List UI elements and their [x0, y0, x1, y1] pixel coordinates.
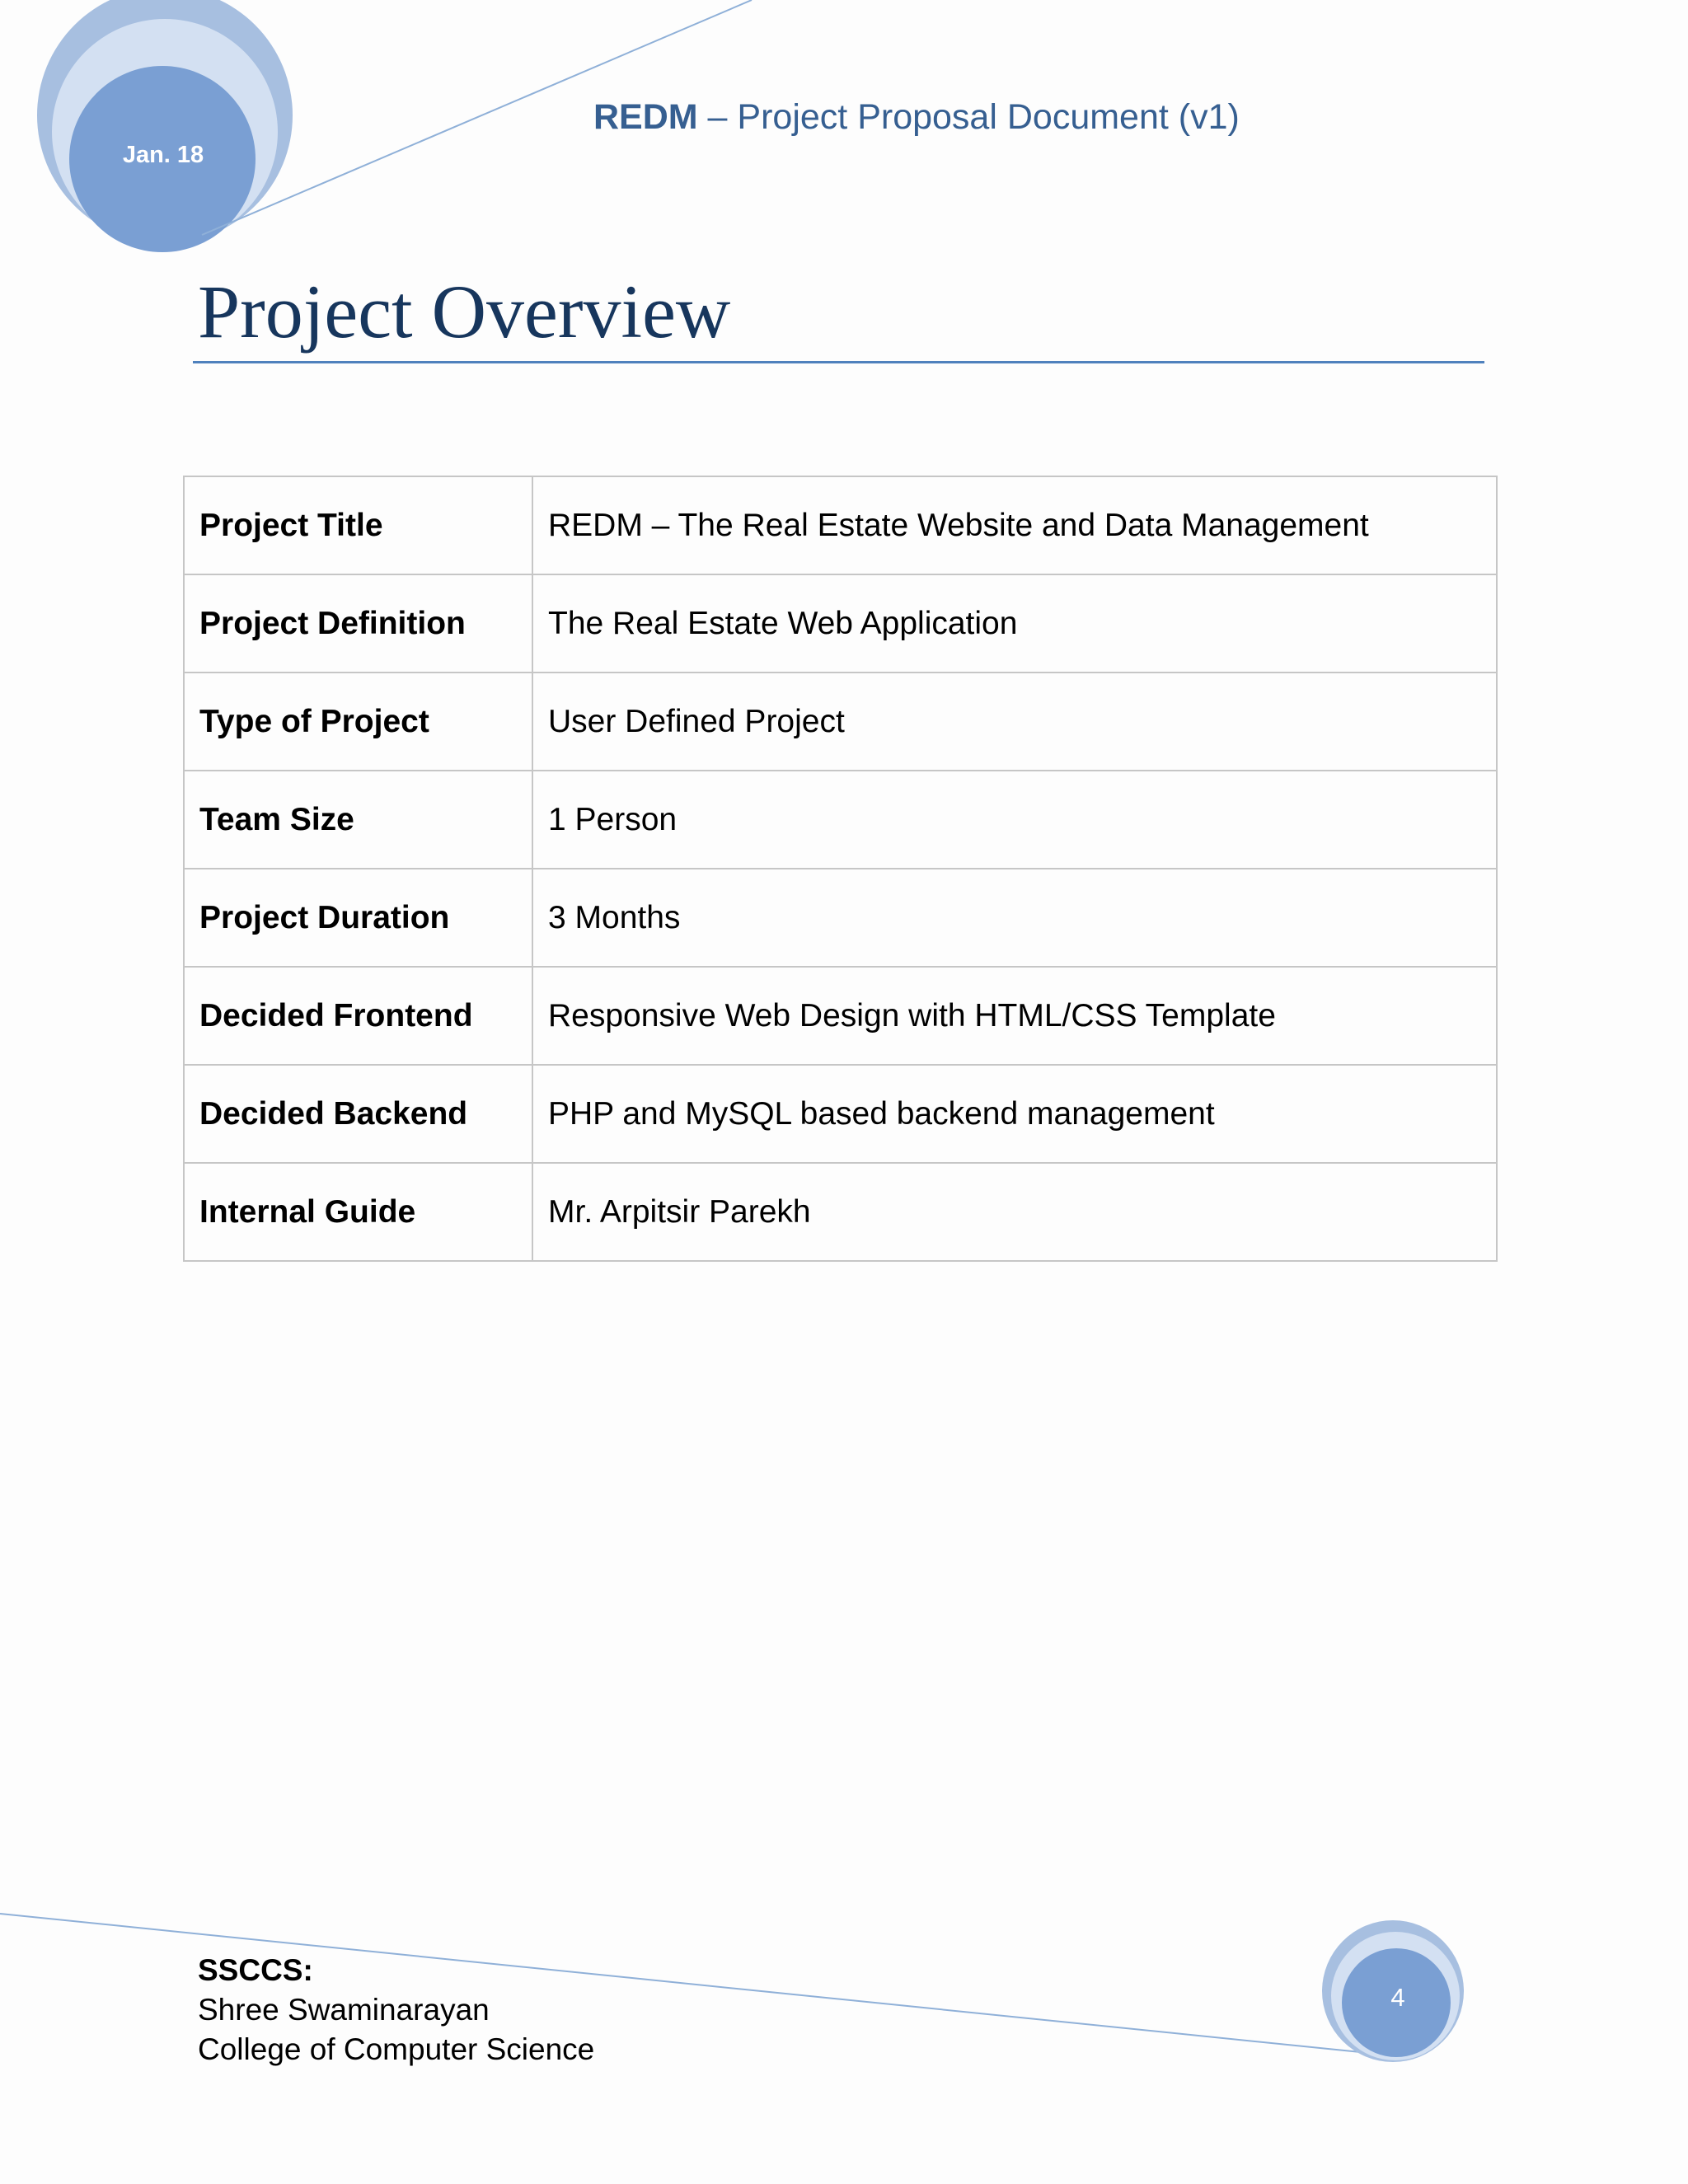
project-overview-table [183, 476, 1498, 1262]
row-value: Responsive Web Design with HTML/CSS Template [532, 967, 1497, 1065]
page-heading: Project Overview [198, 269, 731, 354]
heading-underline [193, 361, 1484, 363]
table-row [184, 967, 1497, 1065]
table-row [184, 673, 1497, 771]
table-row [184, 869, 1497, 967]
table-row [184, 476, 1497, 574]
table-row [184, 1163, 1497, 1261]
row-label: Project Duration [184, 869, 532, 967]
table-row [184, 771, 1497, 869]
row-label: Type of Project [184, 673, 532, 771]
row-label: Project Title [184, 476, 532, 574]
footer-org-line-1: Shree Swaminarayan [198, 1993, 490, 2027]
table-row [184, 574, 1497, 673]
row-label: Decided Frontend [184, 967, 532, 1065]
row-value: PHP and MySQL based backend management [532, 1065, 1497, 1163]
row-label: Internal Guide [184, 1163, 532, 1261]
row-value: 3 Months [532, 869, 1497, 967]
row-label: Team Size [184, 771, 532, 869]
page-number: 4 [1390, 1983, 1405, 2012]
row-value: REDM – The Real Estate Website and Data Management [532, 476, 1497, 574]
row-value: Mr. Arpitsir Parekh [532, 1163, 1497, 1261]
row-value: User Defined Project [532, 673, 1497, 771]
header-title [593, 97, 1240, 138]
row-value: 1 Person [532, 771, 1497, 869]
footer-org-line-2: College of Computer Science [198, 2032, 595, 2066]
row-value: The Real Estate Web Application [532, 574, 1497, 673]
table-row [184, 1065, 1497, 1163]
header-date: Jan. 18 [122, 142, 204, 168]
row-label: Decided Backend [184, 1065, 532, 1163]
footer-org-short: SSCCS: [198, 1953, 313, 1987]
header-title-rest: – Project Proposal Document (v1) [697, 97, 1240, 137]
row-label: Project Definition [184, 574, 532, 673]
header-title-strong: REDM [593, 97, 698, 137]
